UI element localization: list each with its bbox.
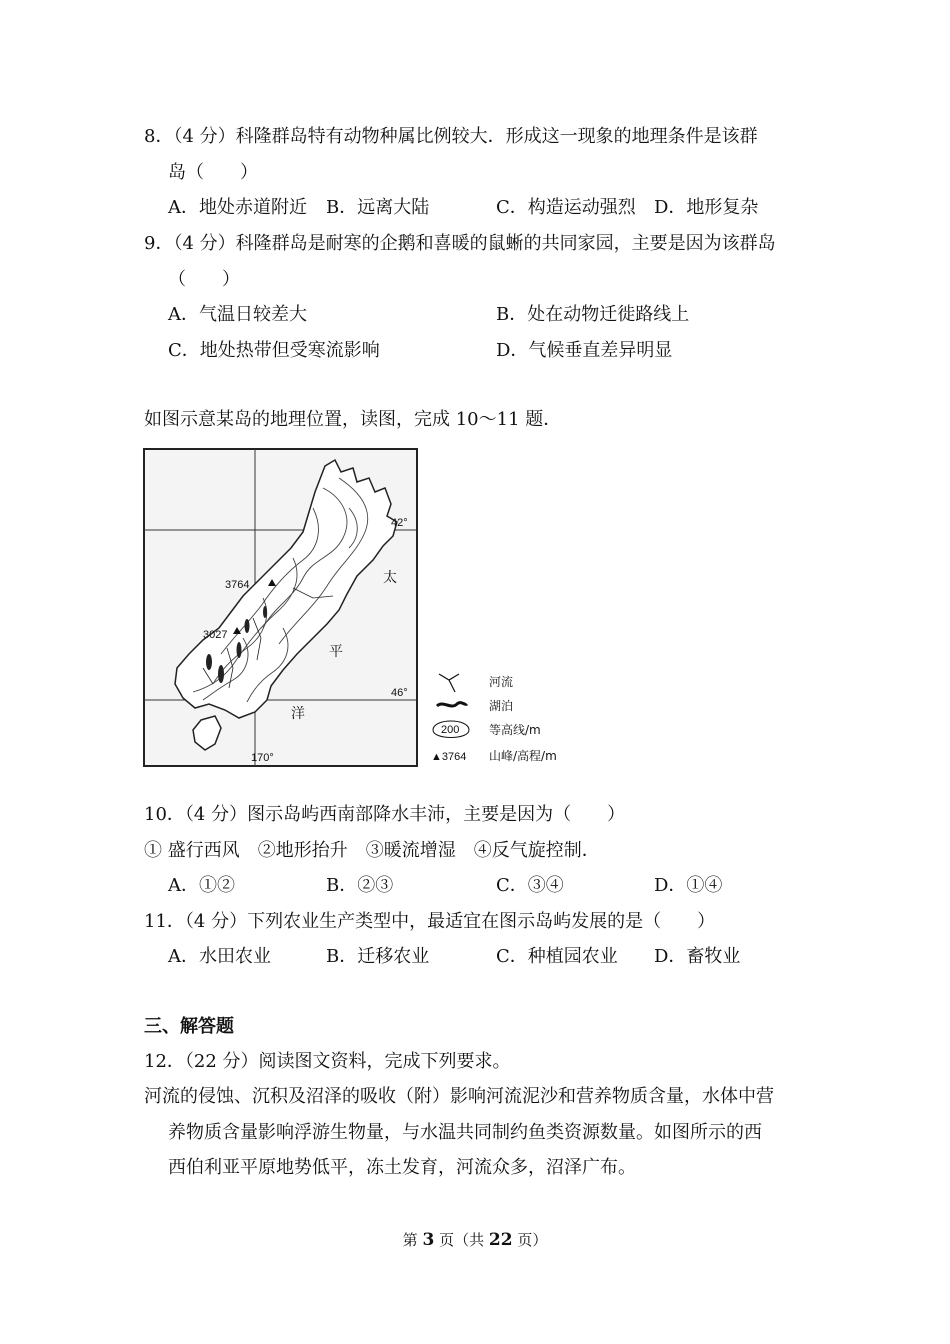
q8-stem: 8．（4 分）科隆群岛特有动物种属比例较大．形成这一现象的地理条件是该群: [144, 126, 758, 147]
legend-contour-label: 等高线/m: [489, 723, 541, 737]
map-intro: 如图示意某岛的地理位置，读图，完成 10～11 题．: [144, 409, 562, 430]
footer-page-number: 3: [422, 1230, 435, 1250]
peak-label-2: 3027: [203, 629, 228, 641]
q11-option-b: B．迁移农业: [326, 946, 430, 967]
legend-lake-icon: [437, 703, 467, 706]
q12-para-line2: 养物质含量影响浮游生物量，与水温共同制约鱼类资源数量。如图所示的西: [168, 1122, 762, 1143]
page-footer: [0, 1229, 950, 1250]
lon-label-170: 170°: [251, 752, 274, 764]
legend-river-label: 河流: [489, 675, 514, 689]
section-heading: 三、解答题: [144, 1016, 234, 1037]
q11-option-a: A．水田农业: [168, 946, 271, 967]
q9-option-c: C．地处热带但受寒流影响: [168, 340, 380, 361]
q9-stem-cont: （ ）: [168, 269, 240, 290]
footer-prefix: 第: [402, 1231, 418, 1249]
q9-stem: 9．（4 分）科隆群岛是耐寒的企鹅和喜暖的鼠蜥的共同家园，主要是因为该群岛: [144, 233, 776, 254]
island-map: [143, 448, 573, 770]
q8-option-a: A．地处赤道附近: [168, 197, 307, 218]
footer-suffix: 页）: [517, 1231, 548, 1249]
legend-contour-value: 200: [441, 724, 460, 736]
legend-river-icon: [439, 674, 459, 692]
lat-label-46: 46°: [391, 687, 408, 699]
q8-option-d: D．地形复杂: [654, 197, 759, 218]
q10-option-b: B．②③: [326, 875, 394, 896]
q11-option-d: D．畜牧业: [654, 946, 741, 967]
q8-stem-cont: 岛（ ）: [168, 162, 258, 183]
q9-option-b: B．处在动物迁徙路线上: [496, 304, 690, 325]
lat-label-42: 42°: [391, 517, 408, 529]
q10-option-a: A．①②: [168, 875, 235, 896]
footer-mid: 页（共: [439, 1231, 485, 1249]
ocean-label-1: 太: [383, 570, 397, 586]
map-legend: [431, 674, 557, 763]
q10-option-c: C．③④: [496, 875, 564, 896]
q8-option-b: B．远离大陆: [326, 197, 430, 218]
legend-peak-value: ▲3764: [431, 751, 467, 763]
q12-para-line1: 河流的侵蚀、沉积及沼泽的吸收（附）影响河流泥沙和营养物质含量，水体中营: [144, 1086, 774, 1107]
footer-total-pages: 22: [488, 1230, 513, 1250]
q10-option-d: D．①④: [654, 875, 723, 896]
q12-stem: 12．（22 分）阅读图文资料，完成下列要求。: [144, 1051, 511, 1072]
q9-option-a: A．气温日较差大: [168, 304, 307, 325]
q10-items: ① 盛行西风 ②地形抬升 ③暖流增湿 ④反气旋控制．: [144, 840, 600, 861]
ocean-label-3: 洋: [291, 706, 305, 722]
q10-stem: 10．（4 分）图示岛屿西南部降水丰沛，主要是因为（ ）: [144, 804, 626, 825]
q12-para-line3: 西伯利亚平原地势低平，冻土发育，河流众多，沼泽广布。: [168, 1157, 636, 1178]
q8-option-c: C．构造运动强烈: [496, 197, 636, 218]
legend-peak-label: 山峰/高程/m: [489, 749, 557, 763]
q9-option-d: D．气候垂直差异明显: [496, 340, 673, 361]
q11-stem: 11．（4 分）下列农业生产类型中，最适宜在图示岛屿发展的是（ ）: [144, 911, 716, 932]
legend-lake-label: 湖泊: [489, 699, 514, 713]
q11-option-c: C．种植园农业: [496, 946, 618, 967]
ocean-label-2: 平: [329, 644, 343, 660]
peak-label-1: 3764: [225, 579, 250, 591]
